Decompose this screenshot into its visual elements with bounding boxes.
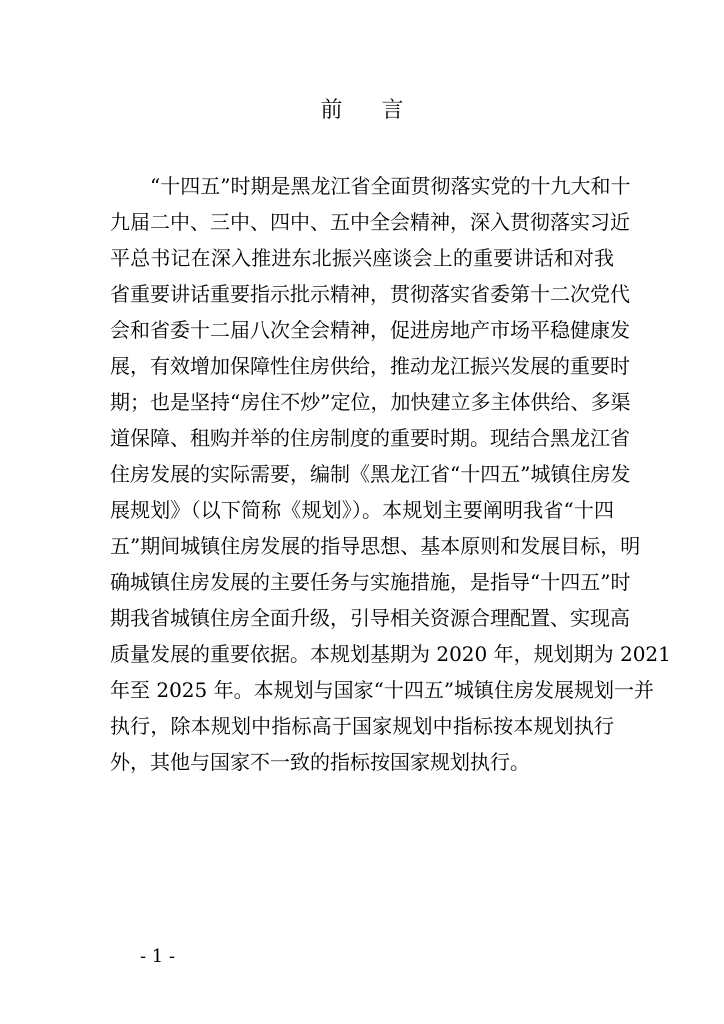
paragraph-line: 确城镇住房发展的主要任务与实施措施，是指导“十四五”时: [110, 570, 631, 594]
paragraph-line: 道保障、租购并举的住房制度的重要时期。现结合黑龙江省: [110, 426, 630, 450]
paragraph-line: 质量发展的重要依据。本规划基期为 2020 年，规划期为 2021: [110, 642, 671, 666]
paragraph-line: 会和省委十二届八次全会精神，促进房地产市场平稳健康发: [110, 318, 630, 342]
paragraph-line: “十四五”时期是黑龙江省全面贯彻落实党的十九大和十: [150, 174, 631, 198]
paragraph-line: 展规划》（以下简称《规划》）。本规划主要阐明我省“十四: [110, 498, 614, 522]
paragraph-line: 平总书记在深入推进东北振兴座谈会上的重要讲话和对我: [110, 246, 614, 270]
paragraph-line: 九届二中、三中、四中、五中全会精神，深入贯彻落实习近: [110, 210, 630, 234]
paragraph-line: 省重要讲话重要指示批示精神，贯彻落实省委第十二次党代: [110, 282, 630, 306]
preface-paragraph: [110, 168, 671, 780]
paragraph-line: 执行，除本规划中指标高于国家规划中指标按本规划执行: [110, 714, 614, 738]
page-number: - 1 -: [140, 946, 176, 967]
paragraph-line: 年至 2025 年。本规划与国家“十四五”城镇住房发展规划一并: [110, 678, 655, 702]
page-title: 前 言: [320, 98, 420, 123]
paragraph-line: 展，有效增加保障性住房供给，推动龙江振兴发展的重要时: [110, 354, 630, 378]
paragraph-line: 住房发展的实际需要，编制《黑龙江省“十四五”城镇住房发: [110, 462, 631, 486]
paragraph-line: 五”期间城镇住房发展的指导思想、基本原则和发展目标，明: [110, 534, 641, 558]
paragraph-line: 外，其他与国家不一致的指标按国家规划执行。: [110, 750, 530, 774]
paragraph-line: 期我省城镇住房全面升级，引导相关资源合理配置、实现高: [110, 606, 630, 630]
paragraph-line: 期；也是坚持“房住不炒”定位，加快建立多主体供给、多渠: [110, 390, 631, 414]
